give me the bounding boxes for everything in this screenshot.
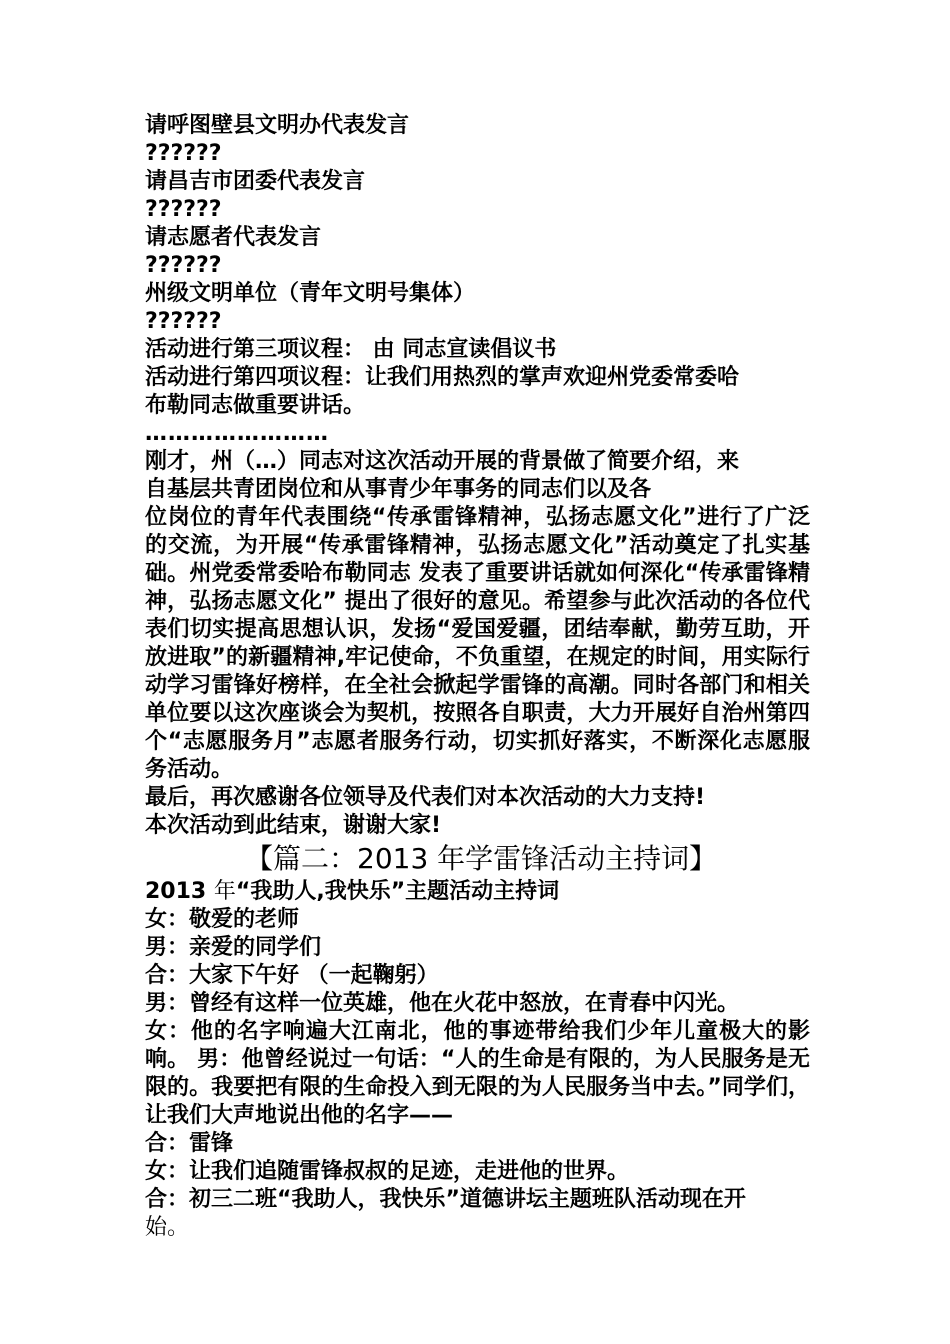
quote-paragraph: 女：他的名字响遍大江南北，他的事迹带给我们少年儿童极大的影响。 男：他曾经说过一句话：“人的生命是有限的，为人民服务是无限的。我要把有限的生命投入到无限的为人民服务当中去。”同学们，让我们大声地说出他的名字—— bbox=[145, 1019, 810, 1128]
agenda-line: 活动进行第四项议程：让我们用热烈的掌声欢迎州党委常委哈 bbox=[145, 365, 740, 390]
script-title-text: “我助人,我快乐”主题活动主持词 bbox=[235, 879, 560, 904]
summary-paragraph: 位岗位的青年代表围绕“传承雷锋精神，弘扬志愿文化”进行了广泛的交流，为开展“传承雷锋精神，弘扬志愿文化”活动奠定了扎实基础。州党委常委哈布勒同志 发表了重要讲话就如何深化“传承雷锋精神，弘扬志愿文化” 提出了很好的意见。希望参与此次活动的各位代表们切实提高思想认识，发扬“爱国爱疆，团结奉献，勤劳互助，开放进取”的新疆精神,牢记使命，不负重望，在规定的时间，用实际行动学习雷锋好榜样，在全社会掀起学雷锋的高潮。同时各部门和相关单位要以这次座谈会为契机，按照各自职责，大力开展好自治州第四个“志愿服务月”志愿者服务行动，切实抓好落实，不断深化志愿服务活动。 bbox=[145, 505, 810, 782]
text-line: 州级文明单位（青年文明号集体） bbox=[145, 281, 476, 306]
text-line: ?????? bbox=[145, 309, 222, 334]
final-line: 合：初三二班“我助人，我快乐”道德讲坛主题班队活动现在开 bbox=[145, 1187, 746, 1212]
dialogue-line: 合：雷锋 bbox=[145, 1131, 234, 1156]
final-line: 始。 bbox=[145, 1215, 190, 1240]
closing-line: 本次活动到此结束，谢谢大家! bbox=[145, 813, 442, 838]
text-line: 活动进行第三项议程： 由 同志宣读倡议书 bbox=[145, 337, 557, 362]
script-title-year: 2013 bbox=[145, 879, 214, 904]
dialogue-line: 合：大家下午好 （一起鞠躬） bbox=[145, 963, 439, 988]
dialogue-line: 男：曾经有这样一位英雄，他在火花中怒放，在青春中闪光。 bbox=[145, 991, 740, 1016]
dialogue-line: 女：让我们追随雷锋叔叔的足迹，走进他的世界。 bbox=[145, 1159, 630, 1184]
document-page bbox=[145, 112, 810, 1242]
text-line: 请志愿者代表发言 bbox=[145, 225, 322, 250]
text-line: ?????? bbox=[145, 253, 222, 278]
closing-line: 最后，再次感谢各位领导及代表们对本次活动的大力支持! bbox=[145, 785, 706, 810]
summary-line: 自基层共青团岗位和从事青少年事务的同志们以及各 bbox=[145, 477, 652, 502]
dialogue-line: 男：亲爱的同学们 bbox=[145, 935, 322, 960]
ellipsis-line: …………………… bbox=[145, 421, 329, 446]
script-title bbox=[145, 878, 810, 906]
summary-line: 刚才，州（…）同志对这次活动开展的背景做了简要介绍，来 bbox=[145, 449, 740, 474]
text-line: ?????? bbox=[145, 197, 222, 222]
text-line: 请呼图壁县文明办代表发言 bbox=[145, 113, 410, 138]
agenda-line: 布勒同志做重要讲话。 bbox=[145, 393, 366, 418]
section-heading: 【篇二：2013 年学雷锋活动主持词】 bbox=[245, 842, 718, 875]
text-line: ?????? bbox=[145, 141, 222, 166]
text-line: 请昌吉市团委代表发言 bbox=[145, 169, 366, 194]
script-title-year-char: 年 bbox=[213, 879, 236, 904]
dialogue-line: 女：敬爱的老师 bbox=[145, 907, 300, 932]
